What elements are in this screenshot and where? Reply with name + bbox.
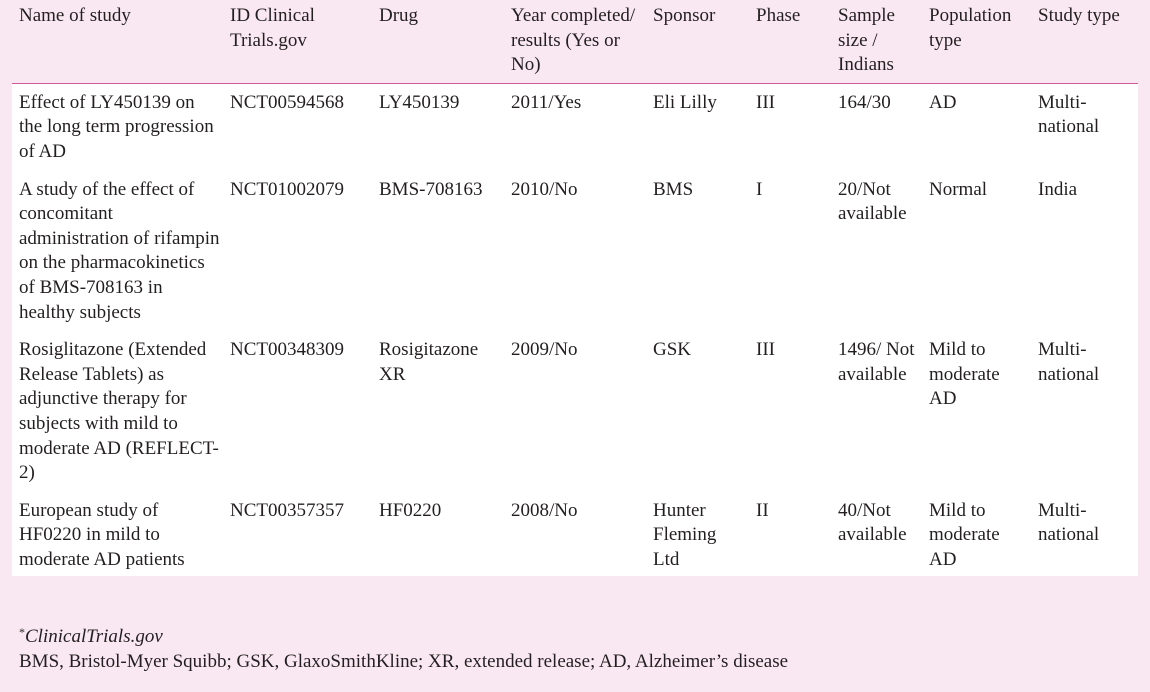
cell-sponsor: Hunter Fleming Ltd [653,499,717,570]
cell-sponsor: Eli Lilly [653,91,717,113]
footnote-marker: * [19,625,25,639]
cell-id: NCT01002079 [230,178,344,200]
cell-phase: II [756,499,769,521]
col-header-phase: Phase [749,0,831,83]
col-header-drug: Drug [372,0,504,83]
cell-phase: I [756,178,763,200]
table-row [12,331,1138,492]
table-row [12,171,1138,332]
clinical-trials-table [12,0,1138,576]
cell-phase: III [756,91,775,113]
abbreviations-note: BMS, Bristol-Myer Squibb; GSK, GlaxoSmithKline; XR, extended release; AD, Alzheimer’s disease [19,651,789,672]
cell-study-type: Multi-national [1038,339,1100,385]
cell-year: 2008/No [511,499,578,521]
cell-id: NCT00348309 [230,339,344,361]
cell-study-type: India [1038,178,1078,200]
cell-name: European study of HF0220 in mild to moderate AD patients [19,499,185,570]
col-header-id: ID Clinical Trials.gov [223,0,372,83]
col-header-year: Year completed/ results (Yes or No) [504,0,646,83]
cell-drug: LY450139 [379,91,460,113]
cell-sponsor: BMS [653,178,694,200]
cell-id: NCT00594568 [230,91,344,113]
cell-drug: HF0220 [379,499,442,521]
table-header-row [12,0,1138,83]
source-note: ClinicalTrials.gov [25,626,163,647]
cell-sample: 1496/ Not available [838,339,915,385]
cell-drug: BMS-708163 [379,178,483,200]
table-row [12,492,1138,577]
cell-id: NCT00357357 [230,499,344,521]
col-header-population: Population type [922,0,1031,83]
cell-population: Mild to moderate AD [929,339,1000,410]
cell-name: Effect of LY450139 on the long term progression of AD [19,91,214,162]
cell-name: A study of the effect of concomitant administration of rifampin on the pharmacokinetics of BMS-708163 in healthy subjects [19,178,220,323]
col-header-study-type: Study type [1031,0,1138,83]
cell-year: 2009/No [511,339,578,361]
table-row [12,83,1138,170]
source-footnote [19,624,788,649]
cell-sponsor: GSK [653,339,692,361]
cell-year: 2011/Yes [511,91,582,113]
cell-phase: III [756,339,775,361]
cell-sample: 20/Not available [838,178,907,225]
table-footnotes [19,624,788,674]
cell-sample: 40/Not available [838,499,907,546]
cell-population: Normal [929,178,988,200]
col-header-name: Name of study [12,0,223,83]
cell-population: AD [929,91,957,113]
cell-year: 2010/No [511,178,578,200]
cell-sample: 164/30 [838,91,891,113]
cell-population: Mild to moderate AD [929,499,1000,570]
cell-study-type: Multi-national [1038,91,1100,138]
cell-name: Rosiglitazone (Extended Release Tablets) as adjunctive therapy for subjects with mild to moderate AD (REFLECT-2) [19,339,219,484]
col-header-sample: Sample size / Indians [831,0,922,83]
col-header-sponsor: Sponsor [646,0,749,83]
cell-drug: Rosigitazone XR [379,339,479,385]
cell-study-type: Multi-national [1038,499,1100,546]
